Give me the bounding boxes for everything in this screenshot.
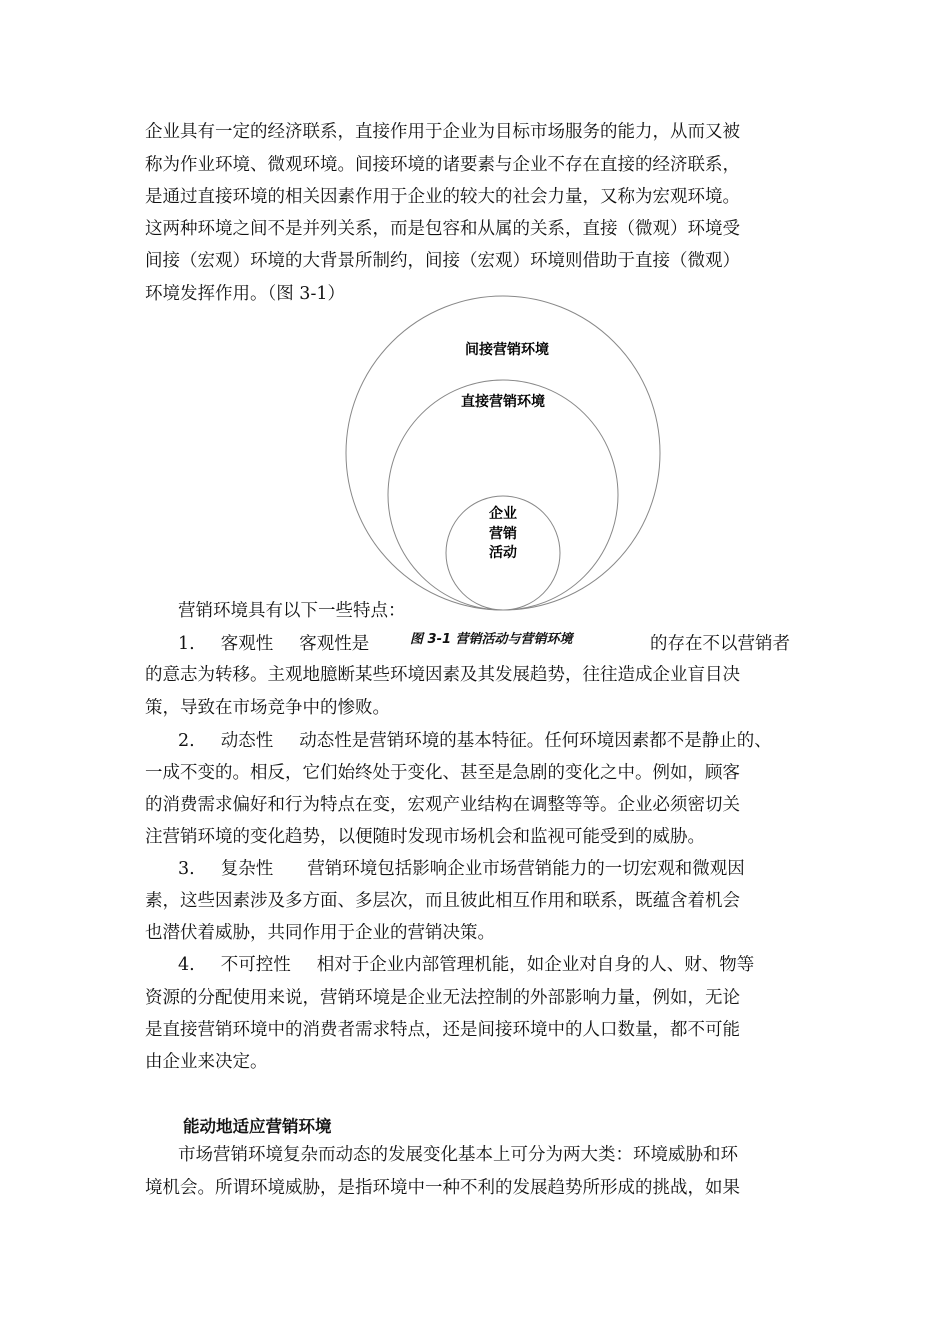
middle-circle <box>388 380 618 610</box>
body-text-line: 企业具有一定的经济联系，直接作用于企业为目标市场服务的能力，从而又被 <box>145 122 740 142</box>
feature-number: 4. <box>178 955 195 975</box>
body-text-line: 这两种环境之间不是并列关系，而是包容和从属的关系，直接（微观）环境受 <box>145 219 740 239</box>
body-text-line: 一成不变的。相反，它们始终处于变化、甚至是急剧的变化之中。例如，顾客 <box>145 763 740 783</box>
feature-2-first-line <box>178 733 772 751</box>
body-text-line: 环境发挥作用。（图 3-1） <box>145 284 345 304</box>
feature-text: 营销环境包括影响企业市场营销能力的一切宏观和微观因 <box>307 859 745 879</box>
body-text-line: 策，导致在市场竞争中的惨败。 <box>145 698 390 718</box>
feature-title: 客观性 <box>220 634 274 654</box>
feature-text: 客观性是 <box>299 634 370 654</box>
body-text-line: 资源的分配使用来说，营销环境是企业无法控制的外部影响力量，例如，无论 <box>145 988 740 1008</box>
feature-title: 不可控性 <box>220 955 291 975</box>
feature-4-first-line <box>178 957 754 975</box>
body-text-line: 素，这些因素涉及多方面、多层次，而且彼此相互作用和联系，既蕴含着机会 <box>145 891 740 911</box>
inner-circle-label: 营销 <box>489 526 517 542</box>
features-intro: 营销环境具有以下一些特点： <box>178 601 406 621</box>
body-text-line: 间接（宏观）环境的大背景所制约，间接（宏观）环境则借助于直接（微观） <box>145 251 740 271</box>
feature-number: 2. <box>178 731 195 751</box>
body-text-line: 称为作业环境、微观环境。间接环境的诸要素与企业不存在直接的经济联系， <box>145 155 740 175</box>
feature-3-first-line <box>178 861 745 879</box>
body-text-line: 由企业来决定。 <box>145 1052 268 1072</box>
body-text-line: 境机会。所谓环境威胁，是指环境中一种不利的发展趋势所形成的挑战，如果 <box>145 1178 740 1198</box>
feature-text: 相对于企业内部管理机能，如企业对自身的人、财、物等 <box>316 955 755 975</box>
figure-caption: 图 3-1 营销活动与营销环境 <box>410 632 573 647</box>
feature-title: 动态性 <box>220 731 274 751</box>
body-text-line: 注营销环境的变化趋势，以便随时发现市场机会和监视可能受到的威胁。 <box>145 827 705 847</box>
outer-circle-label: 间接营销环境 <box>465 342 549 358</box>
middle-circle-label: 直接营销环境 <box>461 394 545 410</box>
feature-text: 的存在不以营销者 <box>650 634 790 654</box>
body-text-line: 的消费需求偏好和行为特点在变，宏观产业结构在调整等等。企业必须密切关 <box>145 795 740 815</box>
feature-1-first-line <box>178 636 369 654</box>
body-text-line: 的意志为转移。主观地臆断某些环境因素及其发展趋势，往往造成企业盲目决 <box>145 665 740 685</box>
section-heading: 能动地适应营销环境 <box>183 1117 332 1136</box>
inner-circle-label: 企业 <box>489 506 517 522</box>
feature-number: 1. <box>178 634 195 654</box>
body-text-line: 是通过直接环境的相关因素作用于企业的较大的社会力量，又称为宏观环境。 <box>145 187 740 207</box>
feature-number: 3. <box>178 859 195 879</box>
feature-text: 动态性是营销环境的基本特征。任何环境因素都不是静止的、 <box>299 731 772 751</box>
body-text-line: 是直接营销环境中的消费者需求特点，还是间接环境中的人口数量，都不可能 <box>145 1020 740 1040</box>
inner-circle-label: 活动 <box>489 545 517 561</box>
body-text-line: 也潜伏着威胁，共同作用于企业的营销决策。 <box>145 923 495 943</box>
feature-title: 复杂性 <box>220 859 274 879</box>
body-text-line: 市场营销环境复杂而动态的发展变化基本上可分为两大类：环境威胁和环 <box>178 1145 738 1165</box>
